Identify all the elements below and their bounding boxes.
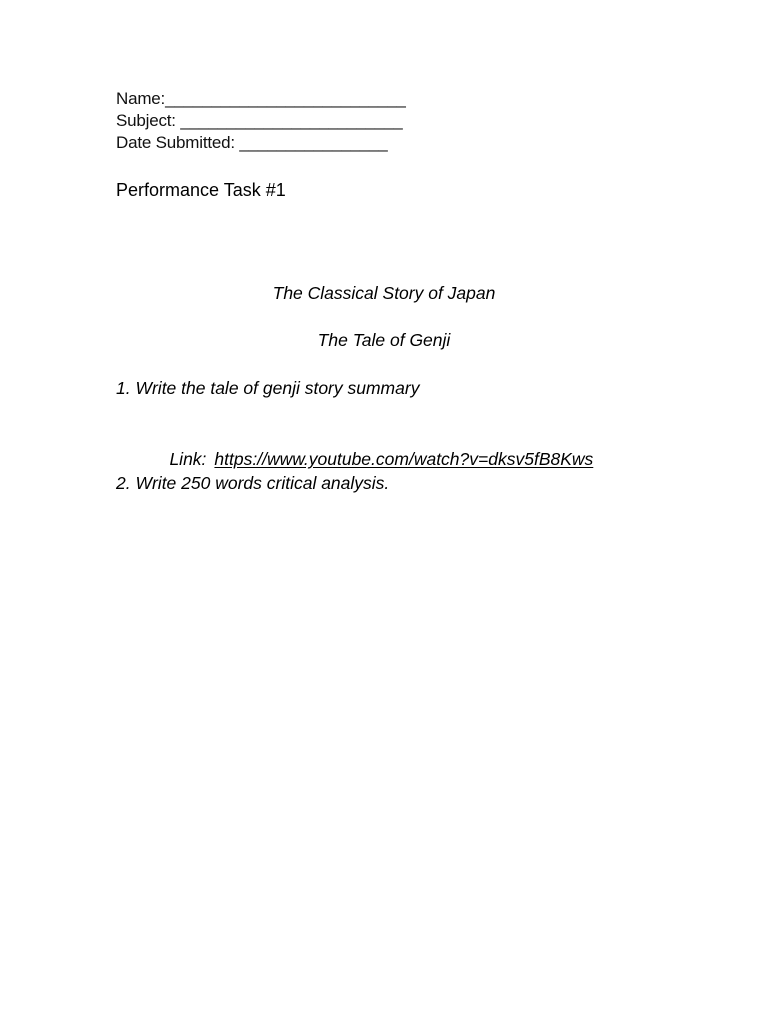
date-submitted-field-line: Date Submitted: ________________ — [116, 133, 388, 152]
link-label: Link: — [169, 449, 207, 469]
name-field-line: Name:__________________________ — [116, 89, 406, 108]
instruction-item-2: 2. Write 250 words critical analysis. — [116, 473, 390, 493]
document-main-title: The Classical Story of Japan — [272, 283, 496, 303]
student-info-block — [116, 88, 406, 154]
subject-field-line: Subject: ________________________ — [116, 111, 403, 130]
youtube-link[interactable]: https://www.youtube.com/watch?v=dksv5fB8Kws — [214, 449, 594, 469]
performance-task-title: Performance Task #1 — [116, 180, 286, 200]
instruction-item-1: 1. Write the tale of genji story summary — [116, 378, 420, 398]
document-sub-title: The Tale of Genji — [317, 330, 451, 350]
